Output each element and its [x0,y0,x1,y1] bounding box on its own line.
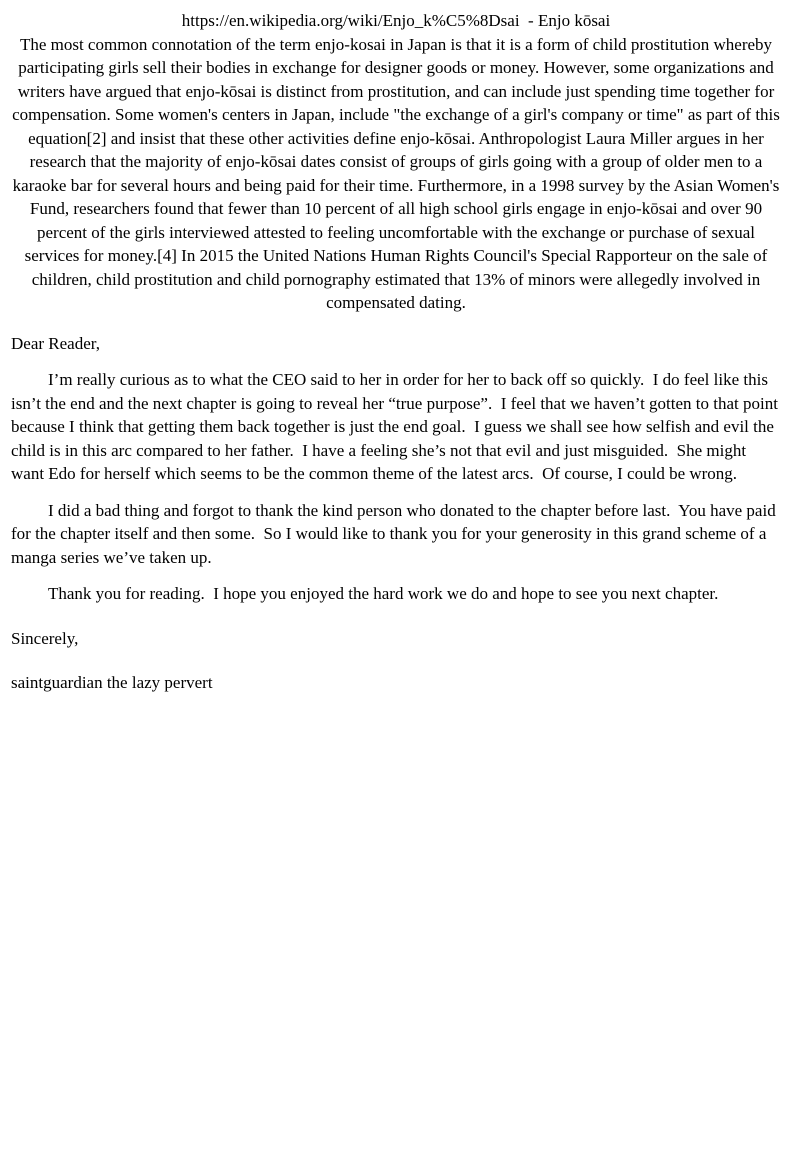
letter-closing: Sincerely, [11,628,79,648]
letter-paragraph-2: I did a bad thing and forgot to thank the kind person who donated to the chapter before last. You have paid for the chapter itself and then some. So I would like to thank you for your generosity in this grand scheme of a manga series we’ve taken up. [11,500,780,567]
wiki-excerpt-paragraph: The most common connotation of the term enjo-kosai in Japan is that it is a form of child prostitution whereby participating girls sell their bodies in exchange for designer goods or money. However, some organizations and writers have argued that enjo-kōsai is distinct from prostitution, and can include just spending time together for compensation. Some women's centers in Japan, include "the exchange of a girl's company or time" as part of this equation[2] and insist that these other activities define enjo-kōsai. Anthropologist Laura Miller argues in her research that the majority of enjo-kōsai dates consist of groups of girls going with a group of older men to a karaoke bar for several hours and being paid for their time. Furthermore, in a 1998 survey by the Asian Women's Fund, researchers found that fewer than 10 percent of all high school girls engage in enjo-kōsai and over 90 percent of the girls interviewed attested to feeling uncomfortable with the exchange or purchase of sexual services for money.[4] In 2015 the United Nations Human Rights Council's Special Rapporteur on the sale of children, child prostitution and child pornography estimated that 13% of minors were allegedly involved in compensated dating. [12,34,780,312]
letter-signature: saintguardian the lazy pervert [11,673,213,692]
source-url-line: https://en.wikipedia.org/wiki/Enjo_k%C5%8Dsai - Enjo kōsai [181,11,611,30]
letter-paragraph-3: Thank you for reading. I hope you enjoyed the hard work we do and hope to see you next chapter. [48,584,719,603]
letter-paragraph-1: I’m really curious as to what the CEO said to her in order for her to back off so quickly. I do feel like this isn’t the end and the next chapter is going to reveal her “true purpose”. I feel that we haven’t gotten to that point because I think that getting them back together is just the end goal. I guess we shall see how selfish and evil the child is in this arc compared to her father. I have a feeling she’s not that evil and just misguided. She might want Edo for herself which seems to be the common theme of the latest arcs. Of course, I could be wrong. [11,370,783,483]
letter-salutation: Dear Reader, [11,333,100,353]
